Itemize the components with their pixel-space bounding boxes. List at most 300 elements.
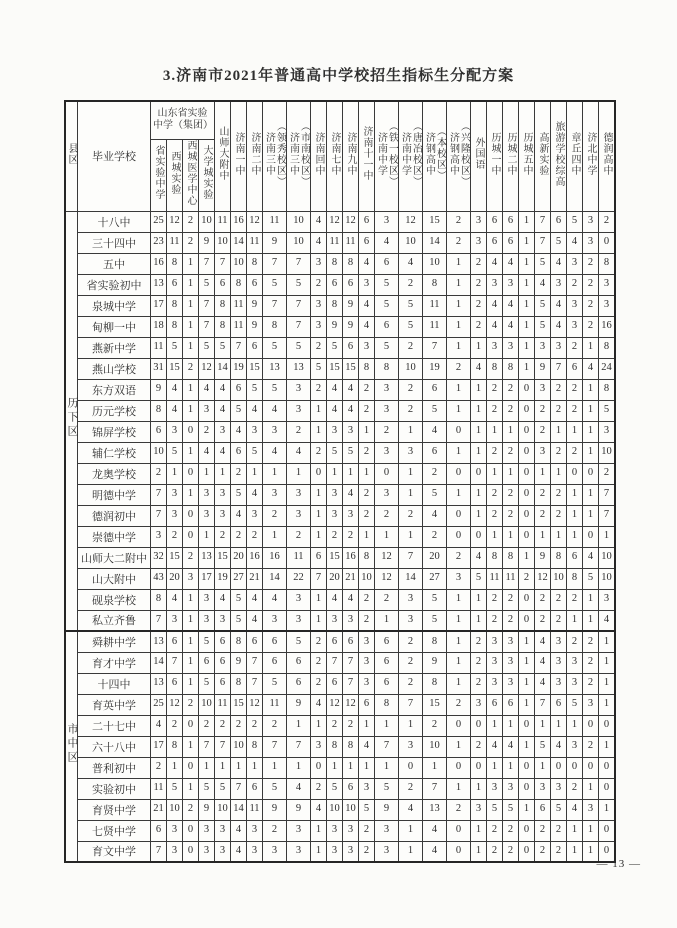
value-cell: 1 [519,316,535,337]
value-cell: 3 [199,820,215,841]
value-cell: 3 [447,568,471,589]
col-header [423,101,447,211]
value-cell: 3 [551,631,567,652]
value-cell: 1 [567,505,583,526]
value-cell: 9 [327,316,343,337]
value-cell: 9 [343,295,359,316]
value-cell: 1 [519,673,535,694]
col-header [231,101,247,211]
value-cell: 2 [599,463,616,484]
table-row [65,694,615,715]
value-cell: 1 [567,715,583,736]
value-cell: 2 [375,421,399,442]
value-cell: 19 [215,568,231,589]
vertical-text [217,126,228,181]
value-cell: 8 [487,547,503,568]
value-cell: 5 [551,799,567,820]
value-cell: 1 [327,757,343,778]
value-cell: 13 [199,547,215,568]
value-cell: 3 [535,778,551,799]
value-cell: 1 [247,757,263,778]
value-cell: 2 [359,820,375,841]
value-cell: 8 [167,253,183,274]
value-cell: 8 [167,316,183,337]
value-cell: 1 [535,526,551,547]
value-cell: 27 [423,568,447,589]
value-cell: 2 [471,274,487,295]
value-cell: 12 [327,694,343,715]
vertical-text-line: 历城二中 [505,131,516,176]
value-cell: 6 [423,442,447,463]
value-cell: 11 [327,232,343,253]
value-cell: 3 [327,610,343,631]
value-cell: 6 [487,694,503,715]
value-cell: 7 [423,778,447,799]
vertical-text [376,121,398,187]
value-cell: 7 [535,232,551,253]
value-cell: 1 [263,757,287,778]
table-row [65,232,615,253]
value-cell: 5 [423,400,447,421]
value-cell: 5 [287,337,311,358]
vertical-text [601,132,612,176]
value-cell: 7 [399,547,423,568]
value-cell: 11 [167,232,183,253]
value-cell: 19 [423,358,447,379]
value-cell: 0 [399,757,423,778]
value-cell: 1 [583,505,599,526]
school-name: 泉城中学 [78,295,151,316]
value-cell: 2 [535,589,551,610]
value-cell: 2 [447,799,471,820]
value-cell: 10 [551,568,567,589]
value-cell: 5 [567,211,583,232]
value-cell: 0 [447,505,471,526]
value-cell: 3 [287,589,311,610]
value-cell: 1 [399,484,423,505]
value-cell: 5 [471,568,487,589]
value-cell: 1 [519,652,535,673]
value-cell: 1 [311,421,327,442]
value-cell: 2 [503,400,519,421]
value-cell: 2 [503,841,519,862]
value-cell: 11 [151,778,167,799]
vertical-text [201,145,212,200]
value-cell: 5 [567,694,583,715]
value-cell: 2 [311,274,327,295]
value-cell: 1 [599,736,616,757]
table-row [65,400,615,421]
value-cell: 3 [247,505,263,526]
school-name: 东方双语 [78,379,151,400]
value-cell: 7 [343,652,359,673]
value-cell: 11 [263,694,287,715]
school-name: 历元学校 [78,400,151,421]
value-cell: 27 [231,568,247,589]
value-cell: 25 [151,211,167,232]
value-cell: 6 [503,211,519,232]
value-cell: 1 [583,589,599,610]
value-cell: 4 [375,232,399,253]
value-cell: 7 [311,568,327,589]
value-cell: 8 [567,568,583,589]
col-header [399,101,423,211]
value-cell: 4 [327,589,343,610]
value-cell: 6 [551,211,567,232]
col-header [311,101,327,211]
value-cell: 3 [327,505,343,526]
value-cell: 0 [519,757,535,778]
value-cell: 0 [471,463,487,484]
value-cell: 2 [471,295,487,316]
value-cell: 6 [423,379,447,400]
value-cell: 7 [287,736,311,757]
value-cell: 0 [471,526,487,547]
value-cell: 1 [183,610,199,631]
value-cell: 2 [487,610,503,631]
vertical-text-line: 济南七中 [329,131,340,176]
value-cell: 11 [423,316,447,337]
value-cell: 3 [375,442,399,463]
value-cell: 5 [327,337,343,358]
value-cell: 3 [199,505,215,526]
value-cell: 4 [311,694,327,715]
value-cell: 3 [215,841,231,862]
value-cell: 1 [447,610,471,631]
value-cell: 1 [447,379,471,400]
value-cell: 3 [375,820,399,841]
value-cell: 2 [503,484,519,505]
value-cell: 1 [399,820,423,841]
value-cell: 1 [503,421,519,442]
value-cell: 2 [399,631,423,652]
value-cell: 1 [583,400,599,421]
value-cell: 2 [551,610,567,631]
value-cell: 3 [167,484,183,505]
value-cell: 2 [263,820,287,841]
value-cell: 4 [535,673,551,694]
vertical-text [585,132,596,176]
value-cell: 1 [567,526,583,547]
table-row [65,715,615,736]
value-cell: 2 [535,484,551,505]
value-cell: 1 [447,778,471,799]
value-cell: 15 [327,358,343,379]
value-cell: 2 [447,694,471,715]
value-cell: 2 [567,379,583,400]
value-cell: 1 [519,253,535,274]
table-row [65,610,615,631]
value-cell: 10 [215,799,231,820]
vertical-text [448,121,470,187]
value-cell: 10 [423,253,447,274]
value-cell: 9 [343,316,359,337]
value-cell: 0 [447,715,471,736]
vertical-text [169,151,180,195]
value-cell: 0 [567,757,583,778]
value-cell: 4 [567,232,583,253]
school-name: 甸柳一中 [78,316,151,337]
value-cell: 3 [487,778,503,799]
value-cell: 15 [167,358,183,379]
value-cell: 10 [343,799,359,820]
value-cell: 8 [247,736,263,757]
value-cell: 2 [583,673,599,694]
value-cell: 5 [327,442,343,463]
value-cell: 7 [247,673,263,694]
value-cell: 5 [487,799,503,820]
value-cell: 1 [519,736,535,757]
value-cell: 2 [399,505,423,526]
value-cell: 17 [151,295,167,316]
value-cell: 0 [183,841,199,862]
value-cell: 1 [583,484,599,505]
value-cell: 8 [231,673,247,694]
value-cell: 2 [471,316,487,337]
value-cell: 3 [551,274,567,295]
value-cell: 3 [375,211,399,232]
col-header [199,139,215,211]
value-cell: 3 [359,631,375,652]
value-cell: 14 [215,358,231,379]
value-cell: 6 [231,379,247,400]
value-cell: 5 [199,631,215,652]
value-cell: 3 [359,673,375,694]
value-cell: 2 [311,652,327,673]
col-header [599,101,616,211]
value-cell: 1 [599,526,616,547]
value-cell: 11 [231,316,247,337]
value-cell: 6 [359,211,375,232]
value-cell: 3 [287,400,311,421]
value-cell: 6 [167,631,183,652]
value-cell: 4 [231,421,247,442]
value-cell: 3 [215,505,231,526]
value-cell: 12 [399,211,423,232]
value-cell: 0 [183,526,199,547]
value-cell: 11 [263,211,287,232]
value-cell: 3 [215,610,231,631]
value-cell: 4 [535,274,551,295]
value-cell: 0 [311,757,327,778]
vertical-text-line: 山师大附中 [217,126,228,182]
value-cell: 1 [503,463,519,484]
header-row-1 [65,101,615,139]
value-cell: 0 [583,757,599,778]
value-cell: 9 [247,295,263,316]
value-cell: 4 [551,295,567,316]
corner-district-header [65,101,78,211]
value-cell: 6 [327,673,343,694]
value-cell: 3 [167,820,183,841]
value-cell: 1 [551,715,567,736]
value-cell: 2 [375,589,399,610]
value-cell: 3 [583,799,599,820]
value-cell: 2 [287,421,311,442]
value-cell: 1 [447,400,471,421]
value-cell: 2 [343,715,359,736]
value-cell: 15 [247,358,263,379]
value-cell: 1 [199,463,215,484]
value-cell: 1 [551,421,567,442]
value-cell: 2 [311,631,327,652]
value-cell: 3 [167,505,183,526]
value-cell: 7 [199,736,215,757]
value-cell: 8 [359,547,375,568]
value-cell: 6 [247,337,263,358]
table-row [65,505,615,526]
value-cell: 2 [583,295,599,316]
value-cell: 5 [343,442,359,463]
school-name: 私立齐鲁 [78,610,151,631]
table-row [65,484,615,505]
value-cell: 1 [167,757,183,778]
value-cell: 31 [151,358,167,379]
value-cell: 3 [551,778,567,799]
vertical-text-line: （兴隆校区） [458,120,470,187]
value-cell: 2 [167,526,183,547]
school-name: 锦屏学校 [78,421,151,442]
value-cell: 1 [311,610,327,631]
value-cell: 4 [359,736,375,757]
value-cell: 2 [311,442,327,463]
value-cell: 2 [535,400,551,421]
vertical-text [521,132,532,176]
vertical-text-line: 章丘四中 [569,131,580,176]
value-cell: 2 [487,505,503,526]
value-cell: 2 [471,631,487,652]
value-cell: 24 [599,358,616,379]
school-name: 实验初中 [78,778,151,799]
value-cell: 7 [287,316,311,337]
school-name: 育贤中学 [78,799,151,820]
value-cell: 5 [423,484,447,505]
value-cell: 2 [311,379,327,400]
value-cell: 4 [471,358,487,379]
vertical-text-line: 济南一中 [233,131,244,176]
value-cell: 3 [567,295,583,316]
value-cell: 1 [471,505,487,526]
value-cell: 3 [399,589,423,610]
value-cell: 4 [215,400,231,421]
value-cell: 3 [375,841,399,862]
value-cell: 2 [471,736,487,757]
value-cell: 0 [447,841,471,862]
value-cell: 2 [359,379,375,400]
value-cell: 0 [447,421,471,442]
value-cell: 1 [567,484,583,505]
value-cell: 4 [167,379,183,400]
value-cell: 19 [231,358,247,379]
value-cell: 4 [551,316,567,337]
value-cell: 4 [199,442,215,463]
value-cell: 10 [399,358,423,379]
value-cell: 6 [567,547,583,568]
value-cell: 3 [215,820,231,841]
value-cell: 1 [183,316,199,337]
value-cell: 3 [487,337,503,358]
value-cell: 5 [535,736,551,757]
value-cell: 4 [567,799,583,820]
value-cell: 5 [167,337,183,358]
value-cell: 0 [599,757,616,778]
value-cell: 0 [519,484,535,505]
value-cell: 3 [583,694,599,715]
vertical-text-line: 外国语 [473,137,484,171]
value-cell: 6 [215,631,231,652]
value-cell: 2 [487,379,503,400]
value-cell: 4 [487,253,503,274]
value-cell: 1 [183,778,199,799]
value-cell: 6 [287,673,311,694]
table-row [65,778,615,799]
value-cell: 5 [535,253,551,274]
value-cell: 0 [183,421,199,442]
value-cell: 15 [167,547,183,568]
value-cell: 8 [551,547,567,568]
value-cell: 1 [311,841,327,862]
value-cell: 3 [583,232,599,253]
value-cell: 2 [551,820,567,841]
value-cell: 10 [287,211,311,232]
col-header [503,101,519,211]
value-cell: 5 [375,295,399,316]
value-cell: 1 [519,274,535,295]
value-cell: 32 [151,547,167,568]
value-cell: 0 [183,820,199,841]
value-cell: 4 [343,379,359,400]
value-cell: 1 [311,484,327,505]
value-cell: 2 [551,484,567,505]
col-header [215,101,231,211]
value-cell: 3 [167,841,183,862]
value-cell: 11 [247,232,263,253]
value-cell: 1 [471,400,487,421]
value-cell: 2 [263,715,287,736]
group-header-label: 山东省实验中学（集团） [153,107,213,132]
value-cell: 4 [599,610,616,631]
value-cell: 7 [535,211,551,232]
value-cell: 8 [263,316,287,337]
vertical-text [329,132,340,176]
value-cell: 4 [215,379,231,400]
value-cell: 2 [567,337,583,358]
value-cell: 1 [599,799,616,820]
value-cell: 7 [343,673,359,694]
vertical-text [233,132,244,176]
school-name: 十八中 [78,211,151,232]
value-cell: 6 [151,820,167,841]
value-cell: 1 [231,757,247,778]
value-cell: 10 [151,442,167,463]
allocation-table-wrap [64,100,616,863]
value-cell: 2 [551,442,567,463]
school-name: 明德中学 [78,484,151,505]
value-cell: 3 [167,421,183,442]
value-cell: 2 [423,715,447,736]
table-row [65,295,615,316]
value-cell: 43 [151,568,167,589]
value-cell: 0 [183,505,199,526]
value-cell: 5 [215,778,231,799]
value-cell: 2 [183,694,199,715]
value-cell: 16 [263,547,287,568]
value-cell: 1 [583,442,599,463]
value-cell: 1 [399,526,423,547]
table-row [65,799,615,820]
value-cell: 2 [567,778,583,799]
value-cell: 5 [263,337,287,358]
